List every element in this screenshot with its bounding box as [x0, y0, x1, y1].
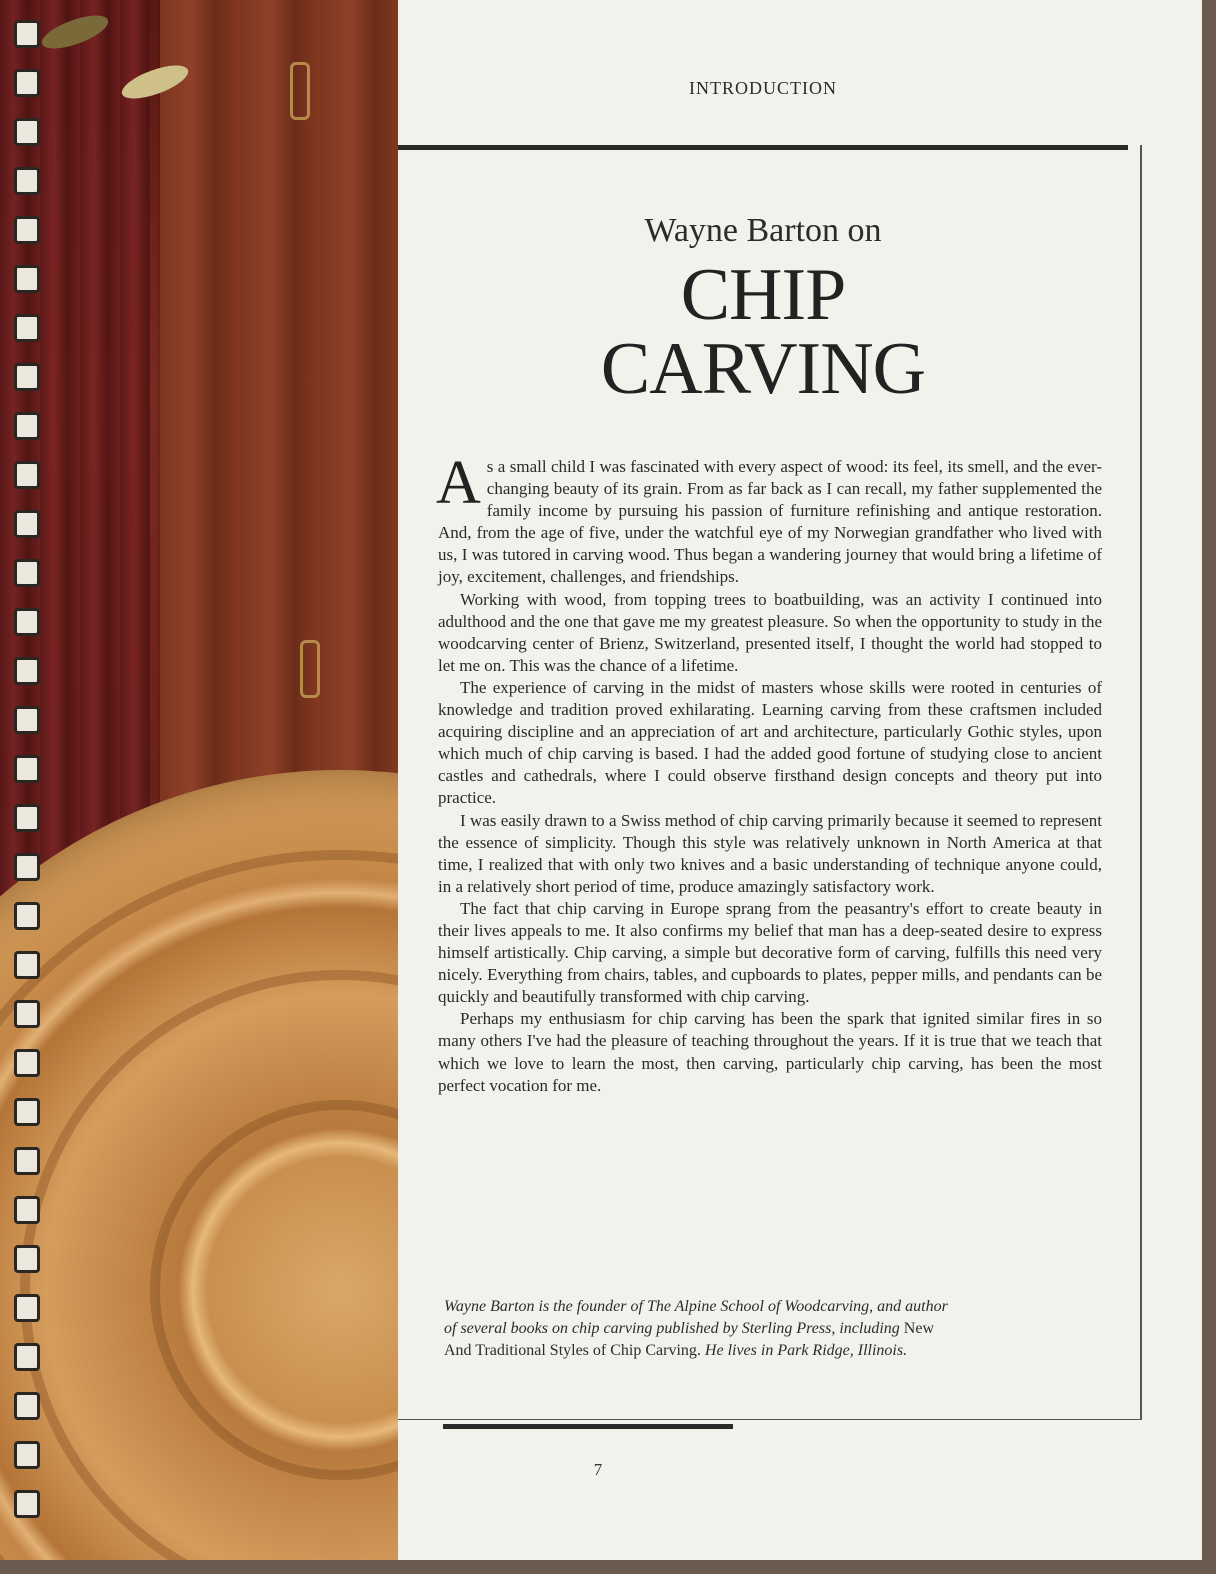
bio-text: Wayne Barton is the founder of The Alpine School of Woodcarving, and author of several books on chip carving published by Sterling Press, including — [444, 1298, 948, 1337]
spiral-binding-ring — [14, 216, 40, 244]
spiral-binding-ring — [14, 1147, 40, 1175]
wooden-cabinet-image — [160, 0, 410, 900]
author-bio — [444, 1296, 964, 1362]
paragraph: I was easily drawn to a Swiss method of chip carving primarily because it seemed to represent the essence of simplicity. Though this style was relatively unknown in North America at that time, I realized that with only two knives and a basic understanding of technique anyone could, in a relatively short period of time, produce amazingly satisfactory work. — [438, 810, 1102, 896]
spiral-binding-ring — [14, 1490, 40, 1518]
spiral-binding-ring — [14, 1441, 40, 1469]
spiral-binding-ring — [14, 902, 40, 930]
cabinet-hinge — [300, 640, 320, 698]
section-label: INTRODUCTION — [689, 78, 837, 98]
spiral-binding-ring — [14, 265, 40, 293]
spiral-binding-ring — [14, 20, 40, 48]
page-number: 7 — [593, 1460, 603, 1479]
spiral-binding-ring — [14, 804, 40, 832]
article-byline: Wayne Barton on — [644, 212, 882, 249]
paragraph: As a small child I was fascinated with every aspect of wood: its feel, its smell, and the ever-changing beauty of its grain. From as far back as I can recall, my father supplemented the family income by pursuing his passion of furniture refinishing and antique restoration. And, from the age of five, under the watchful eye of my Norwegian grandfather who lived with us, I was tutored in carving wood. Thus began a wandering journey that would bring a lifetime of joy, excitement, challenges, and friendships. — [436, 449, 1102, 587]
cabinet-hinge — [290, 62, 310, 120]
spiral-binding-ring — [14, 1098, 40, 1126]
spiral-binding-ring — [14, 559, 40, 587]
bottom-rule — [443, 1424, 733, 1429]
spiral-binding-ring — [14, 1392, 40, 1420]
spiral-binding-ring — [14, 118, 40, 146]
title-line-1: CHIP — [680, 254, 846, 336]
book-page — [398, 0, 1202, 1560]
spiral-binding-ring — [14, 853, 40, 881]
spiral-binding-ring — [14, 1294, 40, 1322]
spiral-binding-ring — [14, 412, 40, 440]
spiral-binding-ring — [14, 1000, 40, 1028]
spiral-binding-ring — [14, 657, 40, 685]
spiral-binding-ring — [14, 167, 40, 195]
drop-cap: A — [436, 449, 481, 517]
spiral-binding-ring — [14, 363, 40, 391]
paragraph: The experience of carving in the midst of masters whose skills were rooted in centuries of knowledge and tradition proved exhilarating. Learning carving from these craftsmen included acquiring discipline and an appreciation of art and architecture, particularly Gothic styles, upon which much of chip carving is based. I had the added good fortune of studying close to ancient castles and cathedrals, where I could observe firsthand design concepts and theory put into practice. — [438, 677, 1102, 808]
paragraph: The fact that chip carving in Europe sprang from the peasantry's effort to create beauty in their lives appeals to me. It also confirms my belief that man has a deep-seated desire to express himself artistically. Chip carving, a simple but decorative form of carving, fulfills this need very nicely. Everything from chairs, tables, and cupboards to plates, pepper mills, and pendants can be quickly and beautifully transformed with chip carving. — [438, 898, 1102, 1007]
book-title: New And Traditional Styles of Chip Carving. — [444, 1320, 934, 1359]
spiral-binding-ring — [14, 314, 40, 342]
spiral-binding-ring — [14, 706, 40, 734]
spiral-binding-ring — [14, 608, 40, 636]
spiral-binding-ring — [14, 1196, 40, 1224]
title-line-2: CARVING — [600, 328, 926, 410]
paragraph: Working with wood, from topping trees to boatbuilding, was an activity I continued into adulthood and the one that gave me my greatest pleasure. So when the opportunity to study in the woodcarving center of Brienz, Switzerland, presented itself, I thought the world had stopped to let me on. This was the chance of a lifetime. — [438, 589, 1102, 675]
article-body — [436, 449, 1102, 1097]
spiral-binding — [14, 20, 40, 1540]
spiral-binding-ring — [14, 69, 40, 97]
spiral-binding-ring — [14, 1245, 40, 1273]
spiral-binding-ring — [14, 951, 40, 979]
spiral-binding-ring — [14, 510, 40, 538]
spiral-binding-ring — [14, 461, 40, 489]
carved-plate-image — [0, 770, 410, 1560]
paragraph: Perhaps my enthusiasm for chip carving has been the spark that ignited similar fires in so many others I've had the pleasure of teaching throughout the years. If it is true that we teach that which we love to learn the most, then carving, particularly chip carving, has been the most perfect vocation for me. — [438, 1009, 1102, 1095]
spiral-binding-ring — [14, 755, 40, 783]
cover-photo — [0, 0, 410, 1560]
spiral-binding-ring — [14, 1343, 40, 1371]
bio-text: He lives in Park Ridge, Illinois. — [704, 1342, 908, 1359]
article-title — [398, 254, 1128, 410]
spiral-binding-ring — [14, 1049, 40, 1077]
